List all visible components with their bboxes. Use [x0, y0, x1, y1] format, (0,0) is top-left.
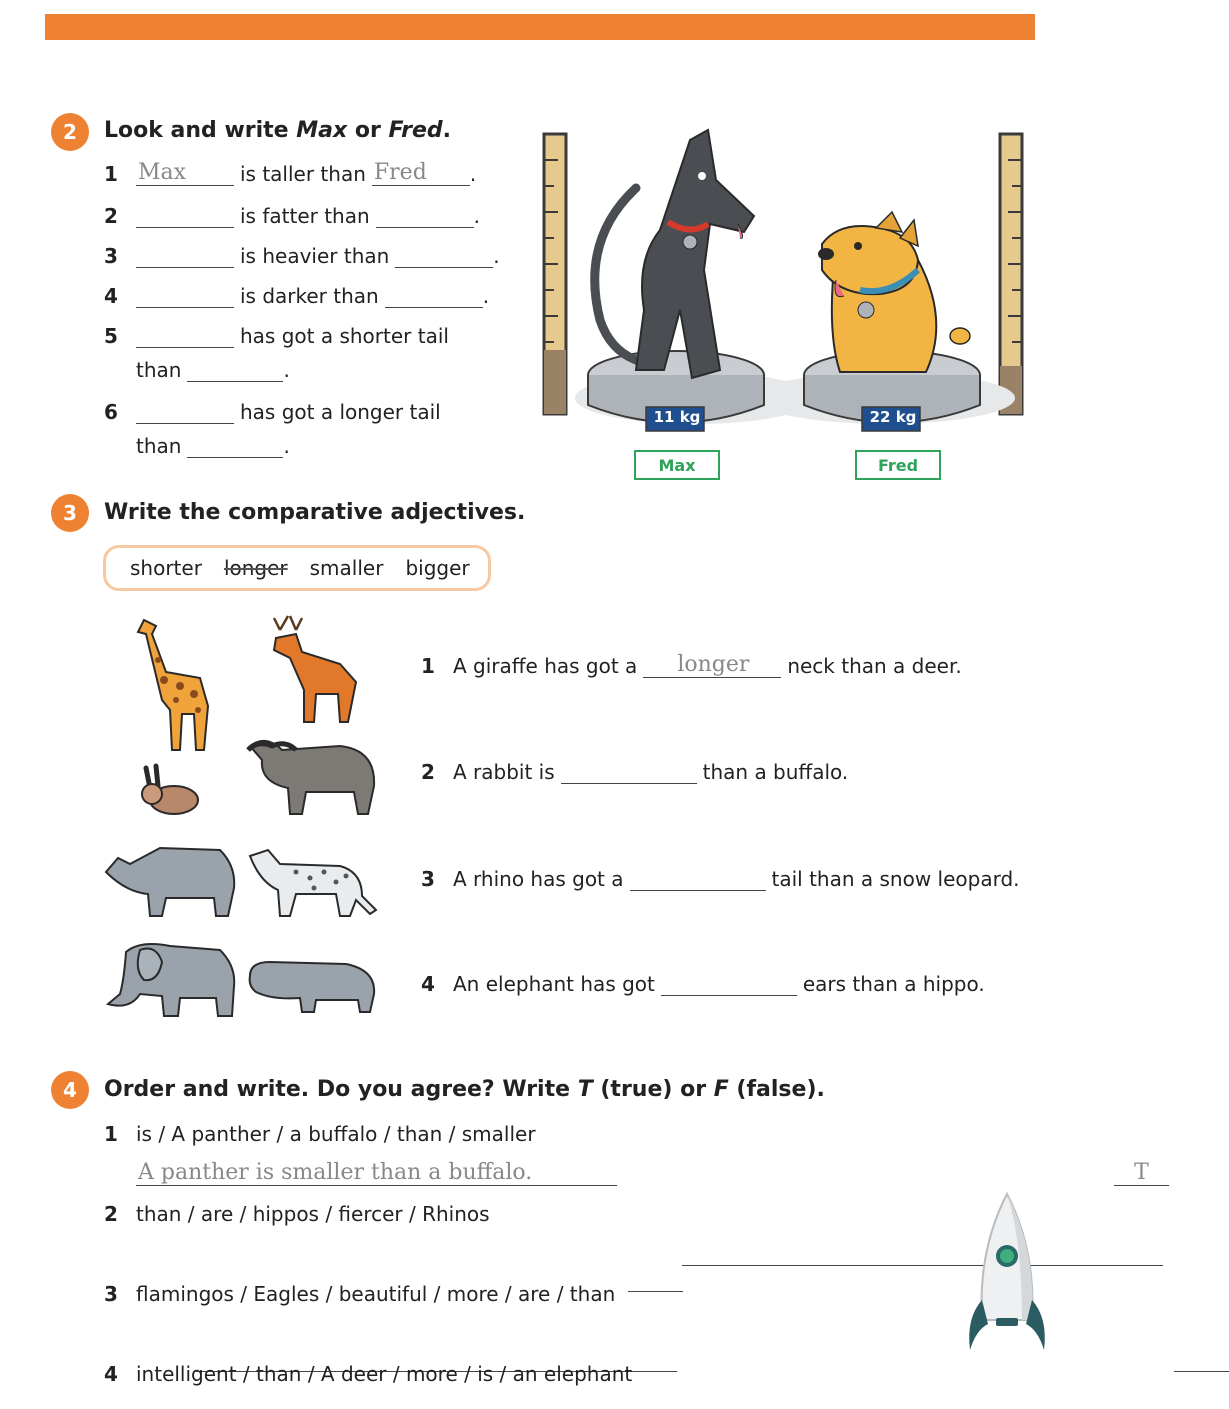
- ex2-item-6: 6 has got a longer tail: [104, 400, 441, 424]
- rocket-icon: [966, 1190, 1048, 1360]
- ex4-item-4-prompt: 4 intelligent / than / A deer / more / is / an elephant: [104, 1362, 633, 1386]
- snow-leopard-picture: [250, 850, 376, 916]
- word-bank-item: smaller: [309, 556, 384, 580]
- label-max: Max: [634, 450, 720, 480]
- answer-blank[interactable]: [661, 970, 797, 996]
- answer-blank[interactable]: [136, 398, 234, 424]
- animal-pictures: [100, 610, 390, 1040]
- ex2-item-6-cont: than .: [136, 434, 290, 458]
- buffalo-picture: [248, 741, 374, 814]
- answer-blank[interactable]: [561, 758, 697, 784]
- ex2-item-1: 1 Max is taller than Fred .: [104, 160, 477, 186]
- word-bank-item-used: longer: [223, 556, 288, 580]
- answer-blank[interactable]: [630, 865, 766, 891]
- ex4-item-3-prompt: 3 flamingos / Eagles / beautiful / more / are / than: [104, 1282, 616, 1306]
- answer-blank[interactable]: [187, 356, 283, 382]
- exercise-3-number: 3: [51, 494, 89, 532]
- exercise-4-number: 4: [51, 1071, 89, 1109]
- exercise-2-number: 2: [51, 113, 89, 151]
- ex3-item-2: 2 A rabbit is than a buffalo.: [421, 760, 849, 784]
- dogs-on-scales-illustration: [540, 120, 1035, 450]
- sentence-answer-line[interactable]: [682, 1240, 1163, 1266]
- answer-blank[interactable]: Fred: [372, 160, 470, 186]
- ex3-item-3: 3 A rhino has got a tail than a snow leopard.: [421, 867, 1020, 891]
- word-bank-item: bigger: [405, 556, 470, 580]
- ex2-item-5: 5 has got a shorter tail: [104, 324, 449, 348]
- word-bank-item: shorter: [130, 556, 202, 580]
- answer-blank[interactable]: [376, 202, 474, 228]
- ex2-item-2: 2 is fatter than .: [104, 204, 481, 228]
- ex3-item-4: 4 An elephant has got ears than a hippo.: [421, 972, 985, 996]
- answer-blank[interactable]: longer: [643, 652, 781, 678]
- answer-blank[interactable]: [385, 282, 483, 308]
- answer-blank[interactable]: [136, 322, 234, 348]
- word-bank: [103, 545, 491, 591]
- deer-picture: [274, 616, 356, 722]
- answer-blank[interactable]: Max: [136, 160, 234, 186]
- scale-max-weight: 11 kg: [653, 408, 701, 426]
- label-fred: Fred: [855, 450, 941, 480]
- ex2-item-3: 3 is heavier than .: [104, 244, 500, 268]
- exercise-2-title: Look and write Max or Fred.: [104, 118, 451, 143]
- ex4-item-2-prompt: 2 than / are / hippos / fiercer / Rhinos: [104, 1202, 490, 1226]
- elephant-picture: [108, 944, 234, 1016]
- rabbit-picture: [142, 766, 198, 814]
- ex2-item-5-cont: than .: [136, 358, 290, 382]
- answer-blank[interactable]: [136, 202, 234, 228]
- ex4-item-1-prompt: 1 is / A panther / a buffalo / than / smaller: [104, 1122, 536, 1146]
- exercise-3-title: Write the comparative adjectives.: [104, 500, 526, 525]
- ex3-item-1: 1 A giraffe has got a longer neck than a deer.: [421, 652, 962, 678]
- true-false-line[interactable]: [628, 1266, 683, 1292]
- giraffe-picture: [138, 620, 208, 750]
- true-false-line[interactable]: T: [1114, 1160, 1169, 1186]
- answer-blank[interactable]: [136, 282, 234, 308]
- top-color-bar: [45, 14, 1035, 40]
- sentence-answer-line[interactable]: A panther is smaller than a buffalo.: [136, 1160, 617, 1186]
- answer-blank[interactable]: [187, 432, 283, 458]
- rhino-picture: [106, 848, 234, 916]
- ex2-item-4: 4 is darker than .: [104, 284, 490, 308]
- exercise-4-title: Order and write. Do you agree? Write T (true) or F (false).: [104, 1077, 825, 1102]
- true-false-line[interactable]: [1174, 1346, 1229, 1372]
- scale-fred-weight: 22 kg: [869, 408, 917, 426]
- answer-blank[interactable]: [395, 242, 493, 268]
- hippo-picture: [250, 962, 375, 1012]
- answer-blank[interactable]: [136, 242, 234, 268]
